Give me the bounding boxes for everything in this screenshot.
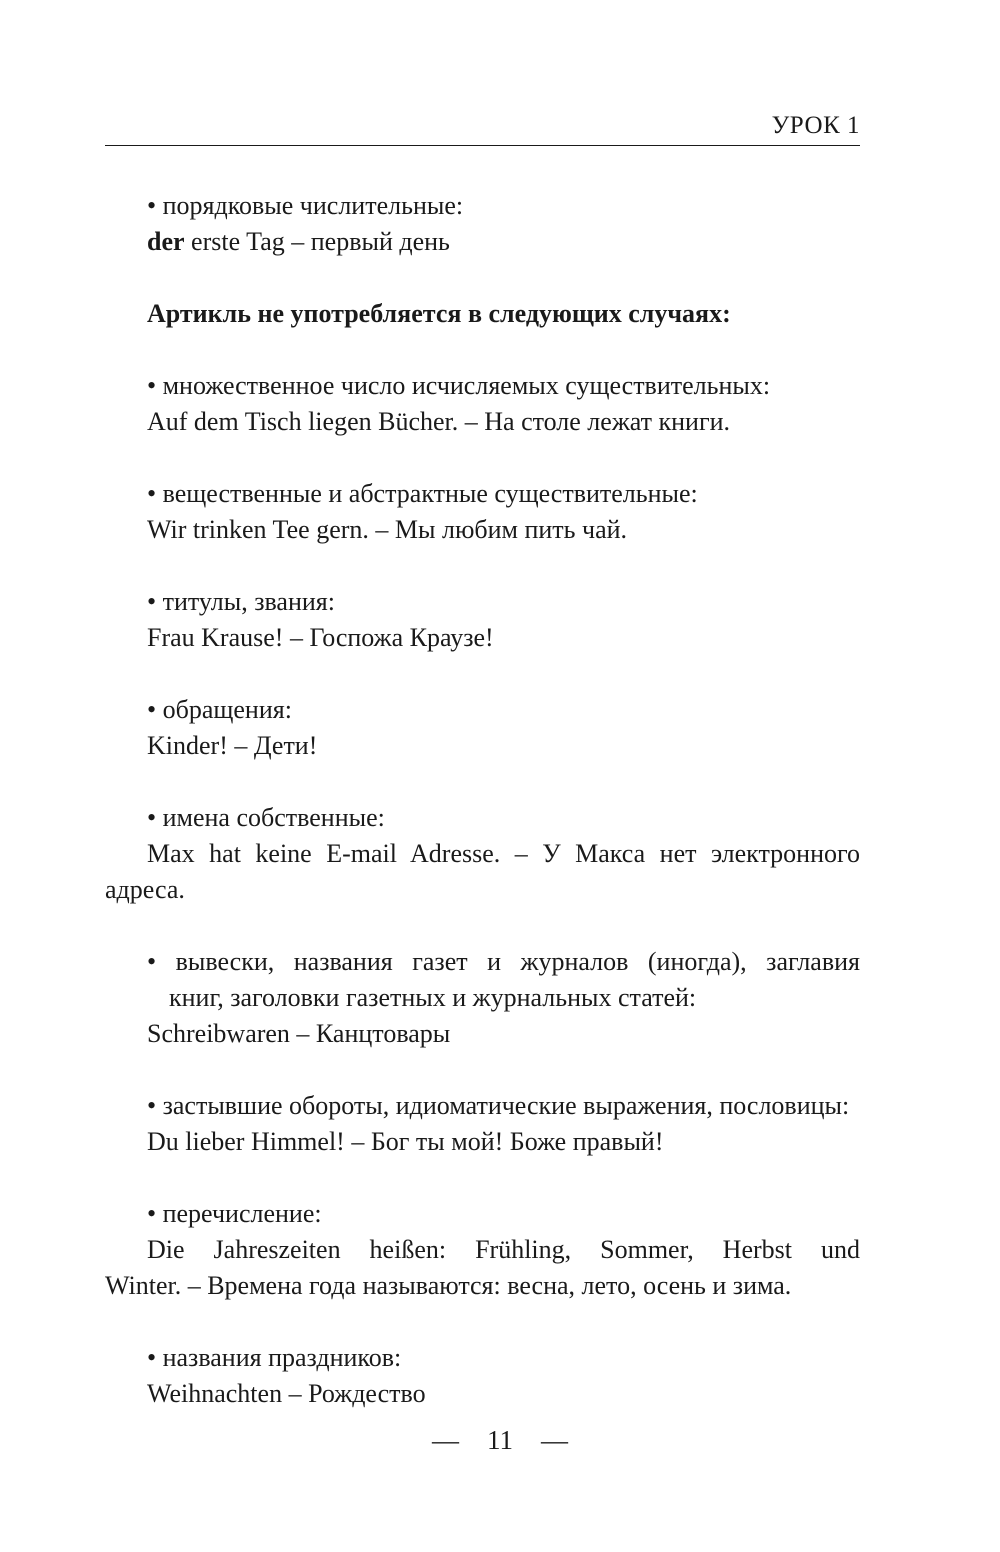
case-bullet: • обращения: (147, 695, 292, 724)
page-content (105, 188, 860, 1412)
case-bullet: • множественное число исчисляемых существительных: (147, 371, 771, 400)
case-bullet: • застывшие обороты, идиоматические выражения, пословицы: (147, 1091, 850, 1120)
header-divider (105, 145, 860, 146)
case-example: Weihnachten – Рождество (147, 1379, 426, 1408)
intro-example-rest: erste Tag – первый день (184, 227, 450, 256)
header-title: УРОК 1 (771, 112, 860, 139)
case-bullet: • титулы, звания: (147, 587, 335, 616)
intro-bullet: • порядковые числительные: (147, 191, 464, 220)
case-example: Du lieber Himmel! – Бог ты мой! Боже правый! (147, 1127, 664, 1156)
case-example: Wir trinken Tee gern. – Мы любим пить чай. (147, 515, 628, 544)
case-bullet-line1: • вывески, названия газет и журналов (иногда), заглавия (147, 947, 860, 976)
footer-dash-right: — (541, 1425, 568, 1455)
case-example-line1: Max hat keine E-mail Adresse. – У Макса нет электронного (147, 839, 860, 868)
case-bullet: • вещественные и абстрактные существительные: (147, 479, 698, 508)
footer-dash-left: — (432, 1425, 459, 1455)
case-example-line1: Die Jahreszeiten heißen: Frühling, Sommer, Herbst und (147, 1235, 860, 1264)
intro-example (105, 224, 860, 260)
page-footer (0, 1425, 1000, 1456)
case-bullet: • перечисление: (147, 1199, 322, 1228)
case-example: Schreibwaren – Канцтовары (147, 1019, 451, 1048)
case-example: Kinder! – Дети! (147, 731, 318, 760)
page-number: 11 (487, 1425, 513, 1455)
section-title: Артикль не употребляется в следующих случаях: (147, 299, 731, 328)
case-example-line2: адреса. (105, 875, 185, 904)
case-example-line2: Winter. – Времена года называются: весна, лето, осень и зима. (105, 1271, 792, 1300)
case-example: Frau Krause! – Госпожа Краузе! (147, 623, 494, 652)
case-bullet: • названия праздников: (147, 1343, 402, 1372)
intro-example-article: der (147, 227, 185, 256)
case-example: Auf dem Tisch liegen Bücher. – На столе лежат книги. (147, 407, 731, 436)
case-bullet-line2: книг, заголовки газетных и журнальных статей: (169, 983, 697, 1012)
case-bullet: • имена собственные: (147, 803, 385, 832)
